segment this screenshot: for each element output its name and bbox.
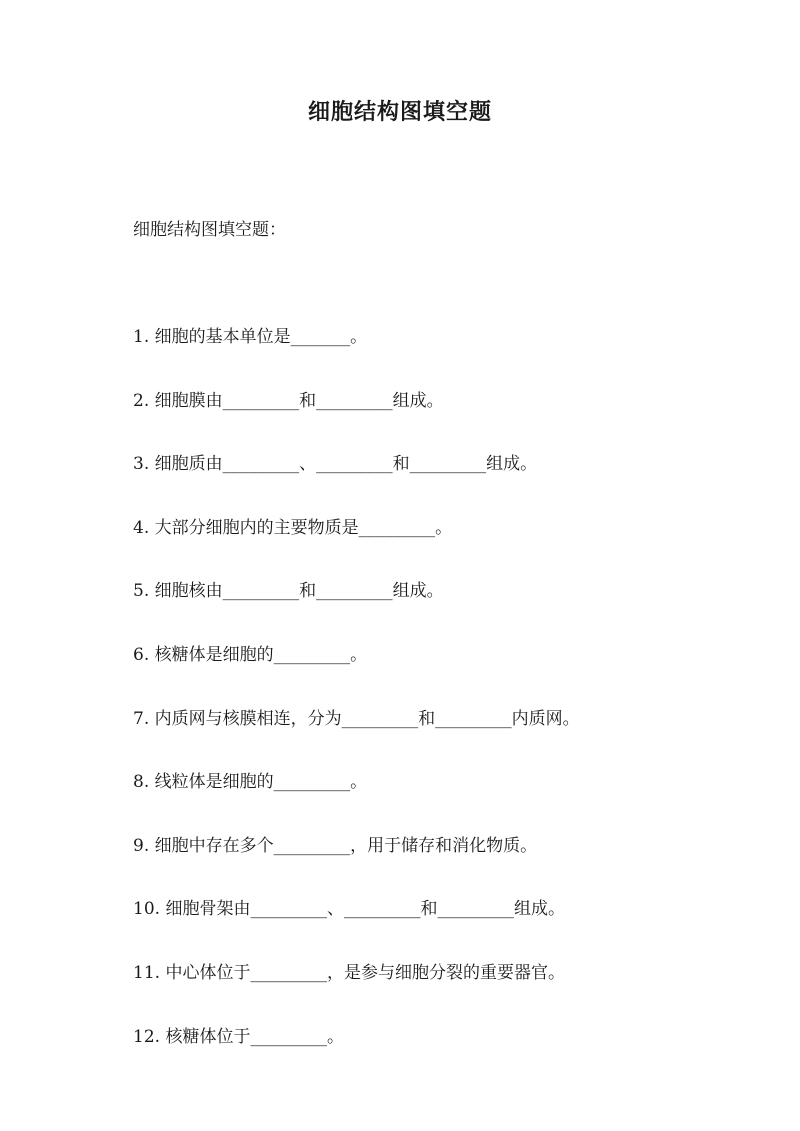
question-item: 4. 大部分细胞内的主要物质是_________。 (133, 517, 453, 538)
question-item: 9. 细胞中存在多个_________，用于储存和消化物质。 (133, 835, 538, 856)
question-item: 7. 内质网与核膜相连，分为_________和_________内质网。 (133, 708, 580, 729)
question-item: 3. 细胞质由_________、_________和_________组成。 (133, 454, 538, 475)
question-item: 2. 细胞膜由_________和_________组成。 (133, 390, 444, 411)
question-item: 8. 线粒体是细胞的_________。 (133, 772, 368, 793)
question-item: 1. 细胞的基本单位是_______。 (133, 327, 368, 347)
question-item: 6. 核糖体是细胞的_________。 (133, 644, 368, 665)
question-item: 12. 核糖体位于_________。 (133, 1026, 344, 1047)
question-item: 5. 细胞核由_________和_________组成。 (133, 581, 444, 602)
question-item: 11. 中心体位于_________，是参与细胞分裂的重要器官。 (133, 962, 565, 983)
question-list (133, 323, 773, 1086)
question-item: 10. 细胞骨架由_________、_________和_________组成。 (133, 899, 565, 920)
intro-text: 细胞结构图填空题： (133, 220, 286, 240)
document-title: 细胞结构图填空题 (307, 99, 492, 125)
